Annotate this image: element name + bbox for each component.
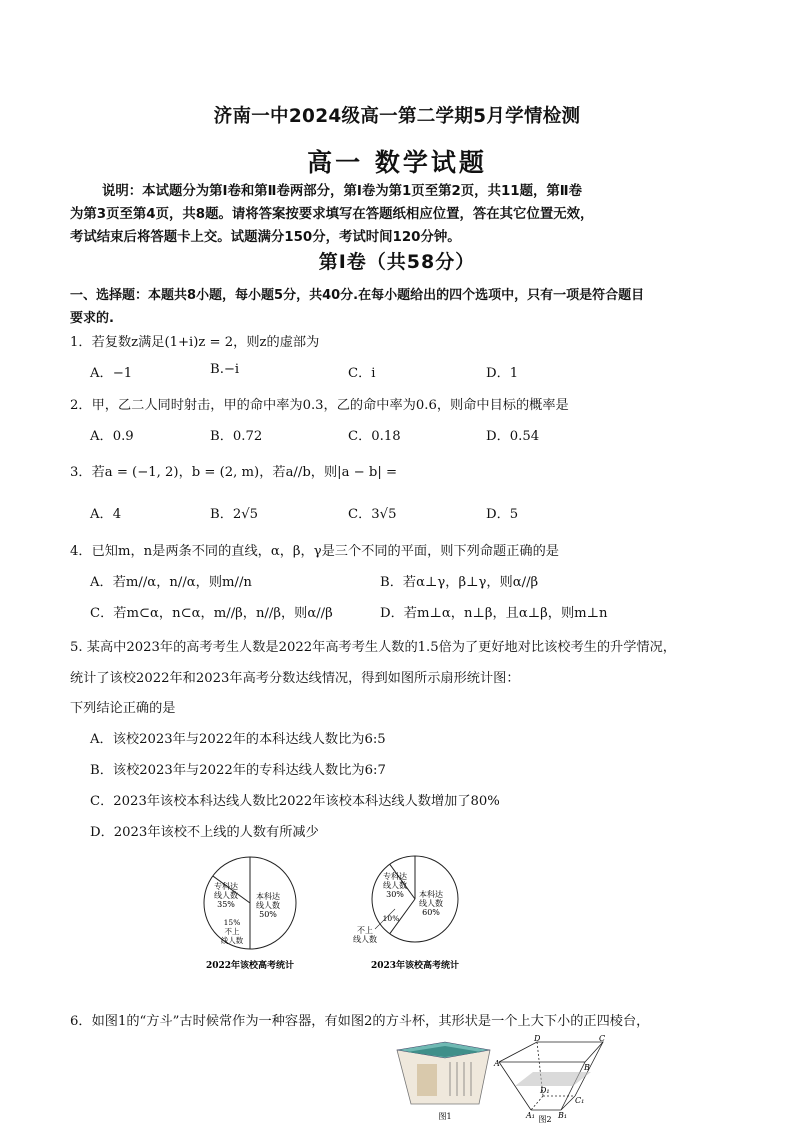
- water-surface: [515, 1072, 591, 1086]
- pie-2022: [204, 857, 296, 949]
- pie-slice-label: 本科达线人数 50%: [256, 892, 280, 919]
- q2-option-c: C．0.18: [348, 429, 401, 444]
- q3-option-b: B．2√5: [210, 507, 259, 522]
- q3-option-c: C．3√5: [348, 507, 397, 522]
- q5-option-c: C．2023年该校本科达线人数比2022年该校本科达线人数增加了80%: [90, 794, 500, 809]
- part1-intro-line-2: 要求的.: [70, 311, 114, 326]
- q2-stem: 2．甲，乙二人同时射击，甲的命中率为0.3，乙的命中率为0.6，则命中目标的概率是: [70, 398, 569, 413]
- edge-d1-a1: [531, 1096, 543, 1110]
- q2-option-b: B．0.72: [210, 429, 263, 444]
- label-a1: A₁: [526, 1111, 535, 1120]
- label-c1: C₁: [575, 1096, 585, 1105]
- q5-option-d: D．2023年该校不上线的人数有所减少: [90, 825, 319, 840]
- q5-option-b: B．该校2023年与2022年的专科达线人数比为6:7: [90, 763, 386, 778]
- pie-slice-label: 本科达线人数 60%: [419, 890, 443, 917]
- label-b: B: [584, 1063, 590, 1072]
- instructions-line-1: 说明：本试题分为第Ⅰ卷和第Ⅱ卷两部分，第Ⅰ卷为第1页至第2页，共11题，第Ⅱ卷: [102, 184, 582, 199]
- q4-option-d: D．若m⊥α，n⊥β，且α⊥β，则m⊥n: [380, 606, 608, 621]
- q4-option-a: A．若m//α，n//α，则m//n: [90, 575, 252, 590]
- q2-option-d: D．0.54: [486, 429, 540, 444]
- figure-2-frustum: [495, 1036, 615, 1123]
- pie-slice-label: 15%不上线人数: [220, 918, 244, 945]
- frustum-top-face: [499, 1042, 603, 1062]
- label-a: A: [494, 1059, 500, 1068]
- q1-option-a: A．−1: [90, 366, 133, 381]
- q4-option-c: C．若m⊂α，n⊂α，m//β，n//β，则α//β: [90, 606, 333, 621]
- instructions-line-3: 考试结束后将答题卡上交。试题满分150分，考试时间120分钟。: [70, 230, 461, 245]
- instructions-line-2: 为第3页至第4页，共8题。请将答案按要求填写在答题纸相应位置，答在其它位置无效，: [70, 207, 594, 222]
- figure-1-caption: 图1: [438, 1112, 452, 1121]
- q2-option-a: A．0.9: [90, 429, 134, 444]
- q4-option-b: B．若α⊥γ，β⊥γ，则α//β: [380, 575, 539, 590]
- q3-option-a: A．4: [90, 507, 122, 522]
- q3-stem: 3．若a = (−1, 2)，b = (2, m)，若a//b，则|a − b| =: [70, 465, 398, 480]
- q3-option-d: D．5: [486, 507, 519, 522]
- cup-body: [397, 1050, 490, 1104]
- q5-stem-line-2: 统计了该校2022年和2023年高考分数达线情况，得到如图所示扇形统计图：: [70, 671, 520, 686]
- part1-intro-line-1: 一、选择题：本题共8小题，每小题5分，共40分.在每小题给出的四个选项中，只有一项是符合题目: [70, 288, 645, 303]
- figure-2-caption: 图2: [538, 1115, 552, 1123]
- pie-charts-figure: [195, 855, 495, 975]
- pie-slice-label: 10%: [382, 914, 400, 923]
- label-b1: B₁: [558, 1111, 568, 1120]
- edge-b1-c1: [561, 1096, 575, 1110]
- section-title: 第Ⅰ卷（共58分）: [318, 251, 476, 273]
- q5-stem-line-1: 5. 某高中2023年的高考考生人数是2022年高考考生人数的1.5倍为了更好地对比该校考生的升学情况，: [70, 640, 676, 655]
- label-d: D: [534, 1034, 541, 1043]
- figure-1-cup: [395, 1040, 495, 1123]
- exam-header-title: 济南一中2024级高一第二学期5月学情检测: [213, 106, 581, 127]
- q6-stem: 6．如图1的“方斗”古时候常作为一种容器，有如图2的方斗杯，其形状是一个上大下小的正四棱台，: [70, 1014, 650, 1029]
- q1-stem: 1．若复数z满足(1+i)z = 2，则z的虚部为: [70, 335, 320, 350]
- pie-slice-label: 专科达线人数 35%: [214, 882, 238, 909]
- q4-stem: 4．已知m，n是两条不同的直线，α，β，γ是三个不同的平面，则下列命题正确的是: [70, 544, 559, 559]
- exam-subject-title: 高一 数学试题: [307, 148, 487, 177]
- q1-option-c: C．i: [348, 366, 376, 381]
- q1-option-d: D．1: [486, 366, 519, 381]
- pie-2023: [353, 856, 458, 944]
- pie-2022-caption: 2022年该校高考统计: [205, 961, 295, 971]
- q1-option-b: B.−i: [210, 362, 240, 377]
- pie-2023-caption: 2023年该校高考统计: [370, 961, 460, 971]
- label-d1: D₁: [540, 1086, 550, 1095]
- cup-painting: [417, 1064, 437, 1096]
- pie-outside-label: 不上线人数: [353, 926, 377, 944]
- q5-option-a: A．该校2023年与2022年的本科达线人数比为6:5: [90, 732, 386, 747]
- label-c: C: [599, 1034, 606, 1043]
- q5-stem-line-3: 下列结论正确的是: [70, 701, 176, 716]
- pie-slice-label: 专科达线人数 30%: [383, 872, 407, 899]
